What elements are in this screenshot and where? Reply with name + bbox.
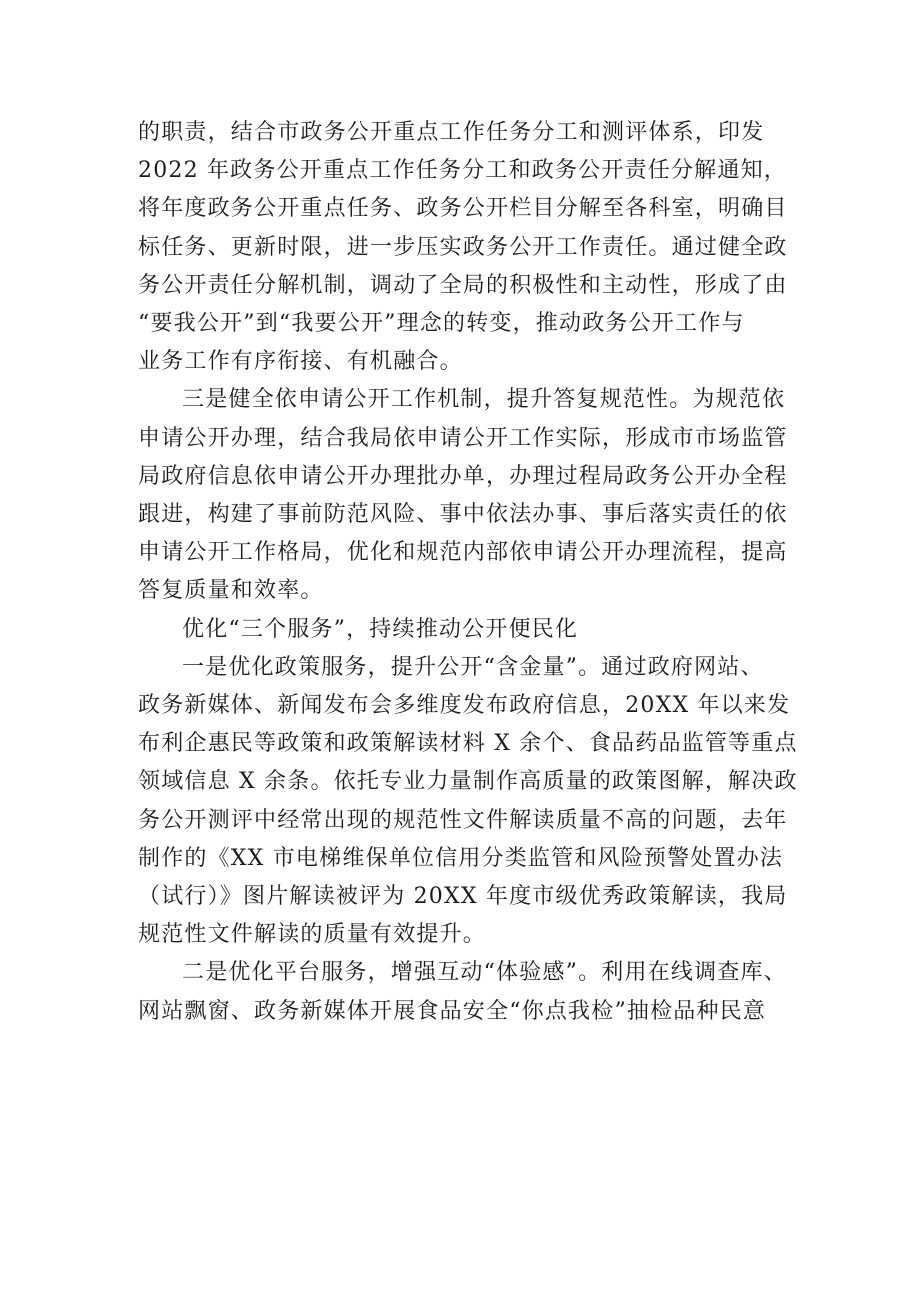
paragraph-1 (138, 114, 788, 381)
paragraph-2 (138, 381, 788, 610)
text-line: 跟进，构建了事前防范风险、事中依法办事、事后落实责任的依 (138, 502, 788, 528)
text-line: 领域信息 X 余条。依托专业力量制作高质量的政策图解，解决政 (138, 769, 798, 795)
text-line: 网站飘窗、政务新媒体开展食品安全“你点我检”抽检品种民意 (138, 998, 767, 1024)
paragraph-3 (138, 649, 798, 955)
paragraph-4 (138, 954, 788, 1030)
document-body (138, 114, 798, 1031)
text-line: 规范性文件解读的质量有效提升。 (138, 922, 487, 948)
section-heading (138, 611, 788, 649)
text-line: 业务工作有序衔接、有机融合。 (138, 349, 463, 375)
text-line: 二是优化平台服务，增强互动“体验感”。利用在线调查库、 (182, 960, 787, 986)
text-line: 申请公开工作格局，优化和规范内部依申请公开办理流程，提高 (138, 540, 788, 566)
text-line: （试行）》图片解读被评为 20XX 年度市级优秀政策解读，我局 (138, 884, 788, 910)
text-line: 将年度政务公开重点任务、政务公开栏目分解至各科室，明确目 (138, 196, 788, 222)
text-line: 标任务、更新时限，进一步压实政务公开工作责任。通过健全政 (138, 234, 788, 260)
text-line: 局政府信息依申请公开办理批办单，办理过程局政务公开办全程 (138, 463, 788, 489)
text-line: 政务新媒体、新闻发布会多维度发布政府信息，20XX 年以来发 (138, 693, 791, 719)
text-line: 务公开测评中经常出现的规范性文件解读质量不高的问题，去年 (138, 807, 788, 833)
text-line: 的职责，结合市政务公开重点工作任务分工和测评体系，印发 (138, 120, 765, 145)
text-line: 答复质量和效率。 (138, 578, 324, 604)
text-line: 申请公开办理，结合我局依申请公开工作实际，形成市市场监管 (138, 425, 788, 451)
text-line: 务公开责任分解机制，调动了全局的积极性和主动性，形成了由 (138, 272, 788, 298)
text-line: 一是优化政策服务，提升公开“含金量”。通过政府网站、 (182, 654, 764, 680)
text-line: 制作的《XX 市电梯维保单位信用分类监管和风险预警处置办法 (138, 845, 784, 871)
text-line: 三是健全依申请公开工作机制，提升答复规范性。为规范依 (182, 387, 786, 413)
text-line: 优化“三个服务”，持续推动公开便民化 (182, 616, 579, 642)
text-line: “要我公开”到“我要公开”理念的转变，推动政务公开工作与 (138, 311, 745, 337)
text-line: 布利企惠民等政策和政策解读材料 X 余个、食品药品监管等重点 (138, 731, 798, 757)
text-line: 2022 年政务公开重点工作任务分工和政务公开责任分解通知， (138, 158, 787, 184)
